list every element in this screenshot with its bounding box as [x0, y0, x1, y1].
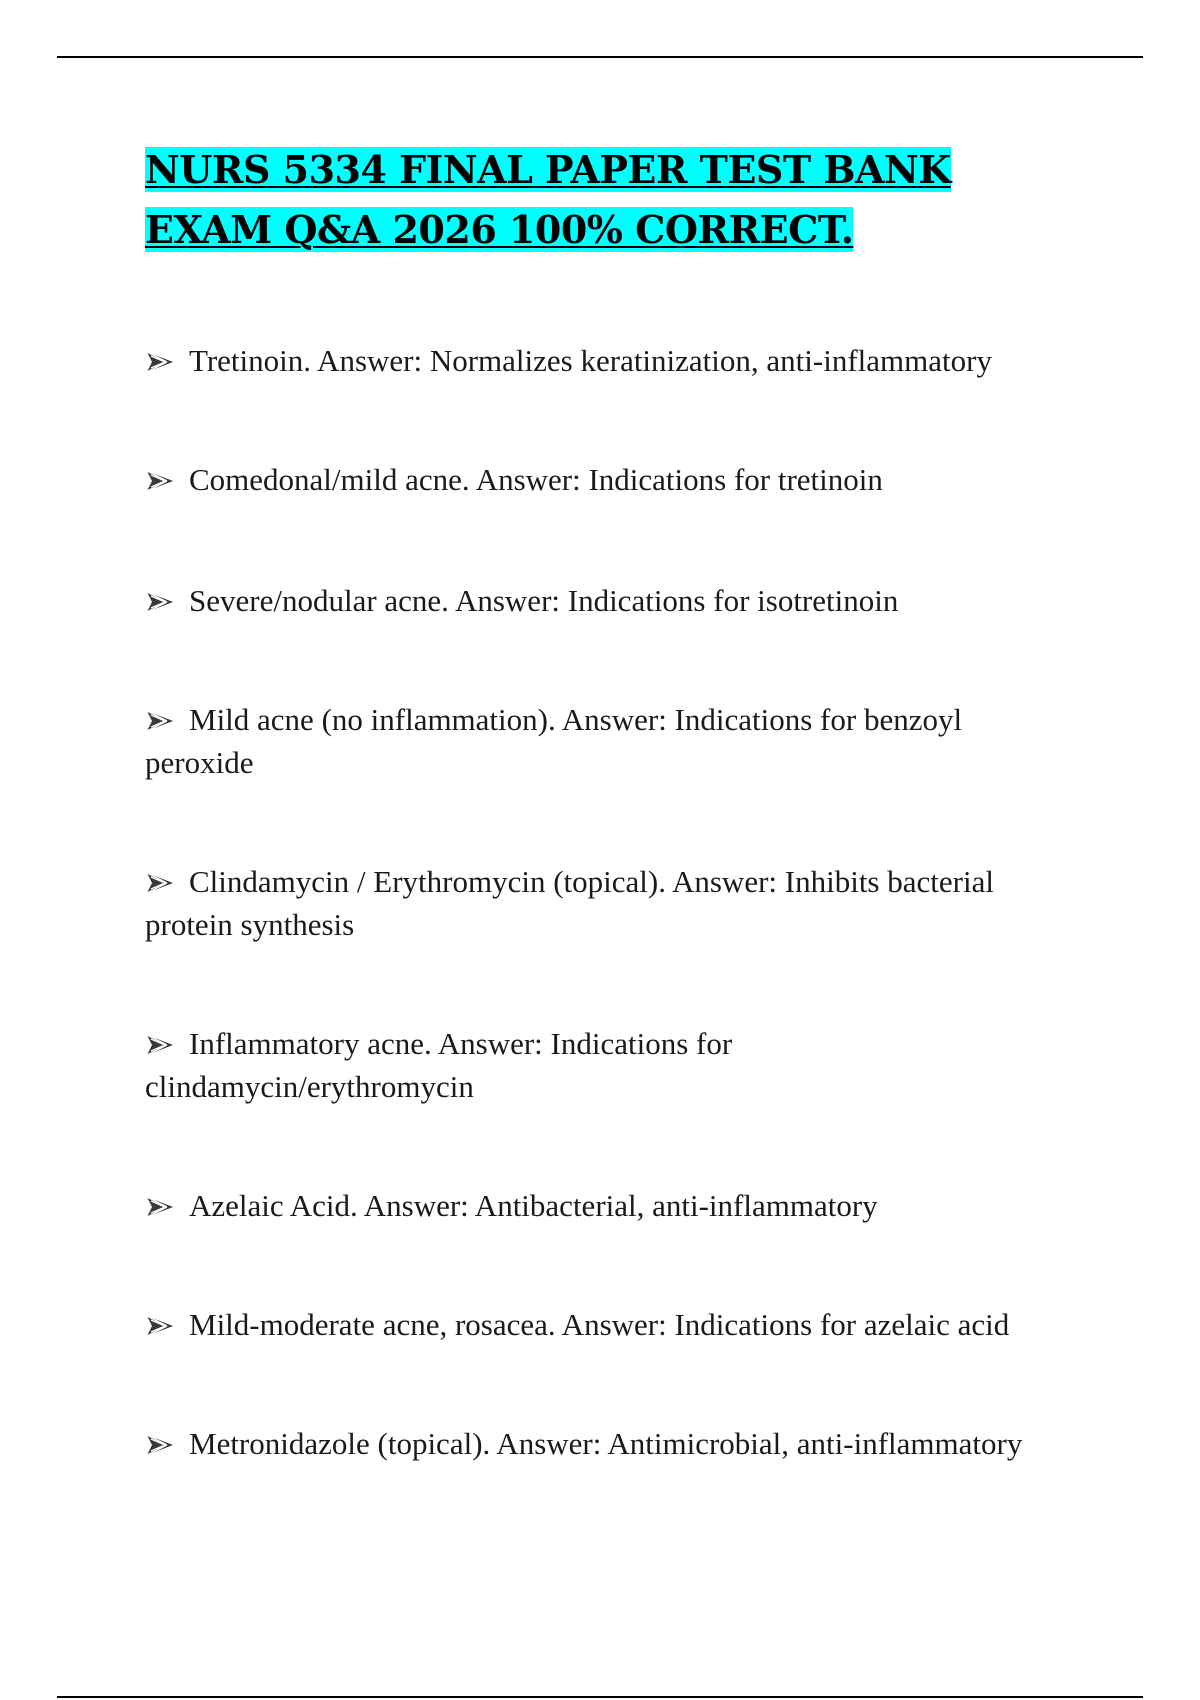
arrow-bullet-icon: [145, 1314, 175, 1338]
arrow-bullet-icon: [145, 350, 175, 374]
list-item: [145, 1184, 1065, 1227]
arrow-bullet-icon: [145, 871, 175, 895]
item-text: Comedonal/mild acne. Answer: Indications for tretinoin: [189, 462, 883, 497]
arrow-bullet-icon: [145, 1433, 175, 1457]
item-text: Severe/nodular acne. Answer: Indications for isotretinoin: [189, 583, 899, 618]
arrow-bullet-icon: [145, 1033, 175, 1057]
arrow-bullet-icon: [145, 590, 175, 614]
item-text: Inflammatory acne. Answer: Indications for clindamycin/erythromycin: [145, 1026, 733, 1104]
arrow-bullet-icon: [145, 709, 175, 733]
item-text: Tretinoin. Answer: Normalizes keratinization, anti-inflammatory: [189, 343, 992, 378]
item-text: Clindamycin / Erythromycin (topical). Answer: Inhibits bacterial protein synthesis: [145, 864, 994, 942]
title-highlight: NURS 5334 FINAL PAPER TEST BANK EXAM Q&A 2026 100% CORRECT.: [145, 147, 951, 252]
list-item: [145, 1422, 1065, 1465]
list-item: [145, 860, 1065, 946]
item-text: Mild acne (no inflammation). Answer: Indications for benzoyl peroxide: [145, 702, 963, 780]
list-item: [145, 1022, 1065, 1108]
list-item: [145, 339, 1065, 382]
item-text: Azelaic Acid. Answer: Antibacterial, anti-inflammatory: [189, 1188, 878, 1223]
bottom-rule: [57, 1696, 1143, 1698]
list-item: [145, 579, 1065, 622]
arrow-bullet-icon: [145, 469, 175, 493]
page-title: [145, 140, 1075, 260]
list-item: [145, 458, 1065, 501]
item-text: Mild-moderate acne, rosacea. Answer: Indications for azelaic acid: [189, 1307, 1010, 1342]
arrow-bullet-icon: [145, 1195, 175, 1219]
list-item: [145, 1303, 1065, 1346]
item-text: Metronidazole (topical). Answer: Antimicrobial, anti-inflammatory: [189, 1426, 1023, 1461]
top-rule: [57, 56, 1143, 58]
list-item: [145, 698, 1065, 784]
